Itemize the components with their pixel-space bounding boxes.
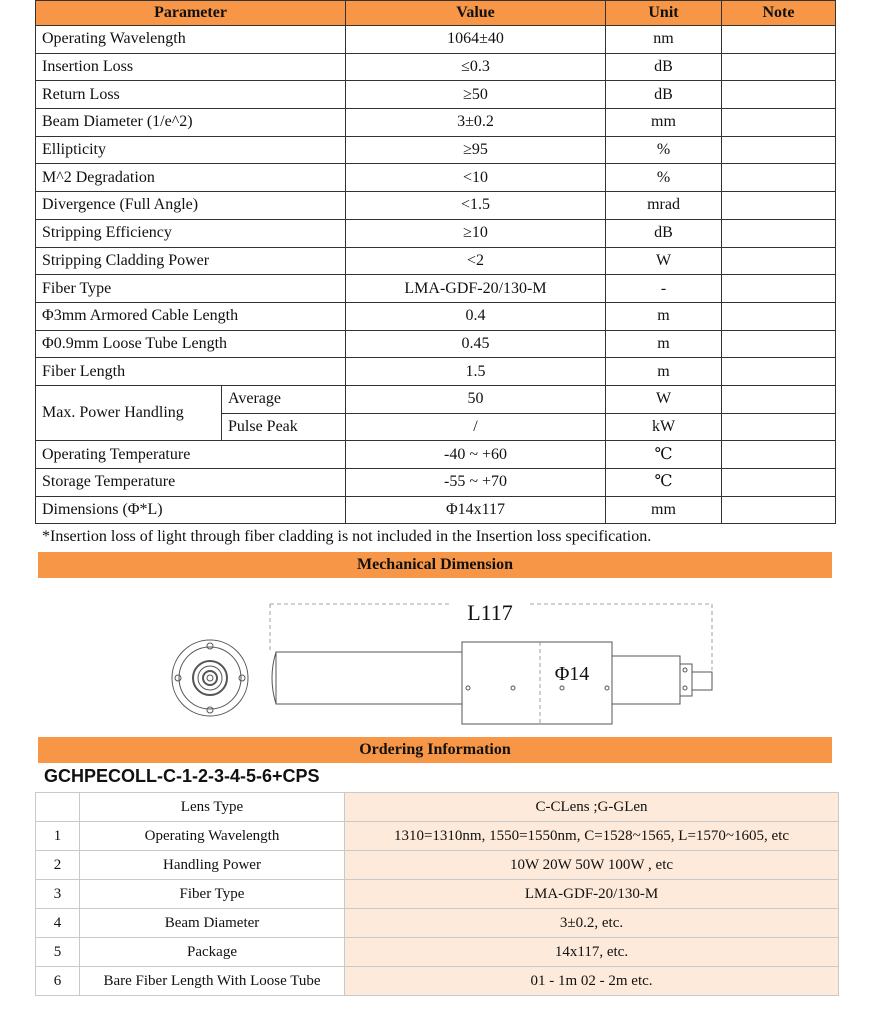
spec-unit: nm: [606, 26, 722, 54]
spec-parameter: Max. Power Handling: [36, 385, 222, 440]
ordering-code: GCHPECOLL-C-1-2-3-4-5-6+CPS: [44, 766, 320, 786]
spec-note: [722, 164, 836, 192]
spec-row: [36, 26, 836, 54]
ordering-field-value: 01 - 1m 02 - 2m etc.: [345, 967, 839, 996]
spec-unit: %: [606, 136, 722, 164]
spec-row: [36, 469, 836, 497]
spec-note: [722, 330, 836, 358]
spec-unit: dB: [606, 219, 722, 247]
spec-row: [36, 192, 836, 220]
spec-unit: m: [606, 302, 722, 330]
spec-note: [722, 496, 836, 524]
spec-unit: -: [606, 275, 722, 303]
ordering-number: 4: [36, 909, 80, 938]
spec-unit: W: [606, 247, 722, 275]
spec-row: [36, 247, 836, 275]
spec-row: [36, 330, 836, 358]
spec-subparameter: Pulse Peak: [222, 413, 346, 441]
spec-row: [36, 219, 836, 247]
ordering-field-value: LMA-GDF-20/130-M: [345, 880, 839, 909]
spec-unit: m: [606, 358, 722, 386]
spec-parameter: Stripping Cladding Power: [36, 247, 346, 275]
spec-note: [722, 81, 836, 109]
ordering-row: [36, 822, 839, 851]
spec-unit: %: [606, 164, 722, 192]
spec-parameter: Divergence (Full Angle): [36, 192, 346, 220]
spec-value: <1.5: [346, 192, 606, 220]
spec-value: 3±0.2: [346, 109, 606, 137]
spec-value: 50: [346, 385, 606, 413]
spec-value: ≥95: [346, 136, 606, 164]
ordering-number: 3: [36, 880, 80, 909]
spec-row: [36, 164, 836, 192]
spec-note: [722, 469, 836, 497]
spec-parameter: Beam Diameter (1/e^2): [36, 109, 346, 137]
spec-parameter: Φ3mm Armored Cable Length: [36, 302, 346, 330]
spec-row: [36, 358, 836, 386]
ordering-field-name: Lens Type: [80, 793, 345, 822]
spec-note: [722, 219, 836, 247]
spec-row: [36, 496, 836, 524]
ordering-field-name: Beam Diameter: [80, 909, 345, 938]
ordering-number: 1: [36, 822, 80, 851]
spec-note: [722, 247, 836, 275]
spec-row: [36, 441, 836, 469]
ordering-number: 5: [36, 938, 80, 967]
spec-parameter: Ellipticity: [36, 136, 346, 164]
spec-note: [722, 192, 836, 220]
spec-parameter: Stripping Efficiency: [36, 219, 346, 247]
spec-parameter: Return Loss: [36, 81, 346, 109]
spec-unit: m: [606, 330, 722, 358]
spec-value: ≥50: [346, 81, 606, 109]
spec-unit: ℃: [606, 441, 722, 469]
ordering-field-name: Operating Wavelength: [80, 822, 345, 851]
spec-value: 0.4: [346, 302, 606, 330]
spec-row: [36, 109, 836, 137]
ordering-field-value: 14x117, etc.: [345, 938, 839, 967]
length-label: L117: [467, 600, 513, 625]
spec-parameter: Dimensions (Φ*L): [36, 496, 346, 524]
spec-value: ≥10: [346, 219, 606, 247]
spec-row: [36, 53, 836, 81]
spec-parameter: M^2 Degradation: [36, 164, 346, 192]
spec-row: [36, 81, 836, 109]
spec-subparameter: Average: [222, 385, 346, 413]
ordering-row: [36, 909, 839, 938]
spec-unit: kW: [606, 413, 722, 441]
spec-row-power-average: [36, 385, 836, 413]
spec-value: 1064±40: [346, 26, 606, 54]
ordering-number: 2: [36, 851, 80, 880]
ordering-field-value: 1310=1310nm, 1550=1550nm, C=1528~1565, L=1570~1605, etc: [345, 822, 839, 851]
spec-value: <10: [346, 164, 606, 192]
footnote: *Insertion loss of light through fiber cladding is not included in the Insertion loss specification.: [42, 528, 652, 545]
spec-note: [722, 302, 836, 330]
ordering-field-name: Package: [80, 938, 345, 967]
ordering-table: [35, 792, 839, 996]
specification-table: [35, 0, 836, 524]
spec-value: LMA-GDF-20/130-M: [346, 275, 606, 303]
spec-value: 1.5: [346, 358, 606, 386]
spec-note: [722, 109, 836, 137]
ordering-row: [36, 967, 839, 996]
ordering-field-name: Bare Fiber Length With Loose Tube: [80, 967, 345, 996]
ordering-row: [36, 880, 839, 909]
spec-parameter: Insertion Loss: [36, 53, 346, 81]
spec-value: /: [346, 413, 606, 441]
ordering-field-name: Handling Power: [80, 851, 345, 880]
spec-unit: W: [606, 385, 722, 413]
header-note: Note: [722, 1, 836, 26]
mechanical-drawing: [160, 590, 730, 730]
spec-parameter: Fiber Type: [36, 275, 346, 303]
ordering-row: [36, 793, 839, 822]
spec-note: [722, 136, 836, 164]
spec-unit: dB: [606, 81, 722, 109]
diameter-label: Φ14: [554, 663, 590, 685]
spec-header-row: [36, 1, 836, 26]
spec-note: [722, 53, 836, 81]
ordering-field-value: C-CLens ;G-GLen: [345, 793, 839, 822]
header-unit: Unit: [606, 1, 722, 26]
spec-unit: ℃: [606, 469, 722, 497]
spec-row: [36, 136, 836, 164]
spec-parameter: Storage Temperature: [36, 469, 346, 497]
spec-row: [36, 302, 836, 330]
ordering-field-value: 10W 20W 50W 100W , etc: [345, 851, 839, 880]
spec-unit: mrad: [606, 192, 722, 220]
spec-unit: dB: [606, 53, 722, 81]
spec-note: [722, 441, 836, 469]
ordering-information-heading: Ordering Information: [38, 737, 832, 763]
header-value: Value: [346, 1, 606, 26]
spec-note: [722, 413, 836, 441]
spec-value: 0.45: [346, 330, 606, 358]
ordering-row: [36, 851, 839, 880]
spec-value: -40 ~ +60: [346, 441, 606, 469]
spec-parameter: Operating Wavelength: [36, 26, 346, 54]
ordering-number: [36, 793, 80, 822]
spec-row: [36, 275, 836, 303]
spec-value: Φ14x117: [346, 496, 606, 524]
spec-note: [722, 385, 836, 413]
end-view: [172, 640, 248, 716]
header-parameter: Parameter: [36, 1, 346, 26]
side-view: [272, 642, 712, 724]
spec-note: [722, 26, 836, 54]
spec-note: [722, 358, 836, 386]
spec-parameter: Fiber Length: [36, 358, 346, 386]
spec-note: [722, 275, 836, 303]
ordering-field-name: Fiber Type: [80, 880, 345, 909]
spec-parameter: Φ0.9mm Loose Tube Length: [36, 330, 346, 358]
ordering-row: [36, 938, 839, 967]
spec-value: ≤0.3: [346, 53, 606, 81]
spec-value: -55 ~ +70: [346, 469, 606, 497]
mechanical-dimension-heading: Mechanical Dimension: [38, 552, 832, 578]
ordering-field-value: 3±0.2, etc.: [345, 909, 839, 938]
ordering-number: 6: [36, 967, 80, 996]
spec-unit: mm: [606, 496, 722, 524]
spec-value: <2: [346, 247, 606, 275]
spec-parameter: Operating Temperature: [36, 441, 346, 469]
spec-unit: mm: [606, 109, 722, 137]
